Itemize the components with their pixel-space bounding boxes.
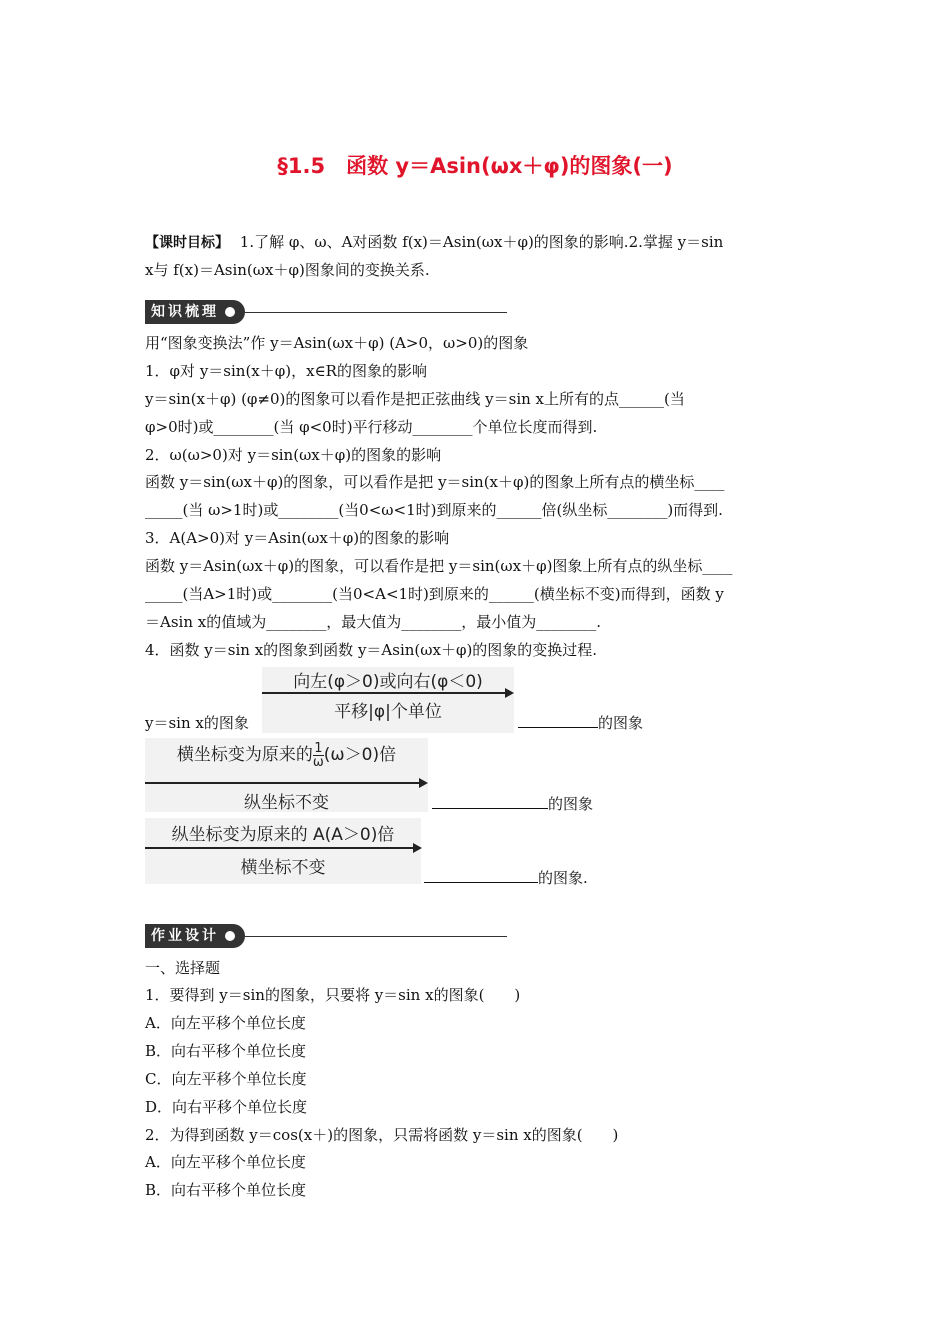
objectives-line-2: x与 f(x)＝Asin(ωx＋φ)图象间的变换关系. bbox=[145, 261, 430, 279]
knowledge-line: 用“图象变换法”作 y＝Asin(ωx＋φ) (A>0，ω>0)的图象 bbox=[145, 334, 529, 352]
knowledge-line: y＝sin(x＋φ) (φ≠0)的图象可以看作是把正弦曲线 y＝sin x上所有的点______(当 bbox=[145, 390, 685, 408]
arrow-top-text: 向左(φ＞0)或向右(φ＜0) bbox=[293, 672, 483, 692]
arrow-bottom-text: 横坐标不变 bbox=[240, 858, 326, 878]
transform-arrow-1 bbox=[262, 667, 514, 733]
knowledge-line: 1．φ对 y＝sin(x＋φ)，x∈R的图象的影响 bbox=[145, 362, 427, 380]
section-header-homework bbox=[145, 924, 507, 948]
homework-line: B．向右平移个单位长度 bbox=[145, 1042, 307, 1060]
arrow-line bbox=[145, 782, 421, 784]
page-title: §1.5 函数 y＝Asin(ωx＋φ)的图象(一) bbox=[277, 154, 673, 178]
homework-line: A．向左平移个单位长度 bbox=[145, 1014, 306, 1032]
answer-blank bbox=[432, 794, 548, 809]
knowledge-line: 函数 y＝Asin(ωx＋φ)的图象，可以看作是把 y＝sin(ωx＋φ)图象上所有点的纵坐标____ bbox=[145, 557, 733, 575]
homework-line: A．向左平移个单位长度 bbox=[145, 1153, 306, 1171]
homework-line: 一、选择题 bbox=[145, 959, 221, 977]
transform-result-2: 的图象 bbox=[432, 794, 593, 814]
arrow-bottom-text: 纵坐标不变 bbox=[244, 793, 329, 813]
homework-line: B．向右平移个单位长度 bbox=[145, 1181, 307, 1199]
knowledge-line: ＝Asin x的值域为________，最大值为________，最小值为________. bbox=[145, 613, 601, 631]
arrow-right-icon bbox=[419, 778, 428, 788]
objectives-line-1 bbox=[145, 232, 723, 253]
arrow-top-text: 横坐标变为原来的 $\frac{1}{\omega}$ (ω＞0)倍 bbox=[176, 740, 397, 770]
arrow-line bbox=[262, 692, 506, 694]
knowledge-line: 3．A(A>0)对 y＝Asin(ωx＋φ)的图象的影响 bbox=[145, 529, 450, 547]
homework-line: C．向左平移个单位长度 bbox=[145, 1070, 307, 1088]
arrow-line bbox=[145, 847, 415, 849]
bullet-dot-icon bbox=[225, 307, 235, 317]
transform-arrow-2 bbox=[145, 738, 428, 812]
transform-result-3: 的图象. bbox=[424, 868, 588, 888]
knowledge-line: 2．ω(ω>0)对 y＝sin(ωx＋φ)的图象的影响 bbox=[145, 446, 442, 464]
arrow-top-text: 纵坐标变为原来的 A(A＞0)倍 bbox=[171, 825, 395, 845]
arrow-bottom-text: 平移|φ|个单位 bbox=[334, 702, 442, 722]
knowledge-line: _____(当A>1时)或________(当0<A<1时)到原来的______(横坐标不变)而得到，函数 y bbox=[145, 585, 724, 603]
section-rule bbox=[245, 312, 507, 313]
section-rule bbox=[245, 936, 507, 937]
section-label: 知识梳理 bbox=[151, 304, 219, 320]
homework-line: 1．要得到 y＝sin的图象，只要将 y＝sin x的图象( ) bbox=[145, 986, 521, 1004]
objectives-text-1: 1.了解 φ、ω、A对函数 f(x)＝Asin(ωx＋φ)的图象的影响.2.掌握 y＝sin bbox=[239, 233, 724, 251]
knowledge-line: _____(当 ω>1时)或________(当0<ω<1时)到原来的______倍(纵坐标________)而得到. bbox=[145, 501, 723, 519]
homework-line: 2．为得到函数 y＝cos(x＋)的图象，只需将函数 y＝sin x的图象( ) bbox=[145, 1126, 619, 1144]
knowledge-line: 4．函数 y＝sin x的图象到函数 y＝Asin(ωx＋φ)的图象的变换过程. bbox=[145, 641, 598, 659]
section-label: 作业设计 bbox=[151, 928, 219, 944]
answer-blank bbox=[424, 868, 538, 883]
fraction: $\frac{1}{\omega}$ bbox=[312, 740, 324, 770]
transform-arrow-3 bbox=[145, 818, 421, 884]
section-header-knowledge bbox=[145, 300, 507, 324]
transform-start-label: y＝sin x的图象 bbox=[145, 714, 249, 732]
answer-blank bbox=[518, 713, 598, 728]
homework-line: D．向右平移个单位长度 bbox=[145, 1098, 308, 1116]
knowledge-line: φ>0时)或________(当 φ<0时)平行移动________个单位长度而得到. bbox=[145, 418, 598, 436]
objectives-label: 【课时目标】 bbox=[145, 235, 229, 251]
bullet-dot-icon bbox=[225, 931, 235, 941]
knowledge-line: 函数 y＝sin(ωx＋φ)的图象，可以看作是把 y＝sin(x＋φ)的图象上所有点的横坐标____ bbox=[145, 473, 725, 491]
transform-result-1: 的图象 bbox=[518, 713, 643, 733]
arrow-right-icon bbox=[413, 843, 422, 853]
